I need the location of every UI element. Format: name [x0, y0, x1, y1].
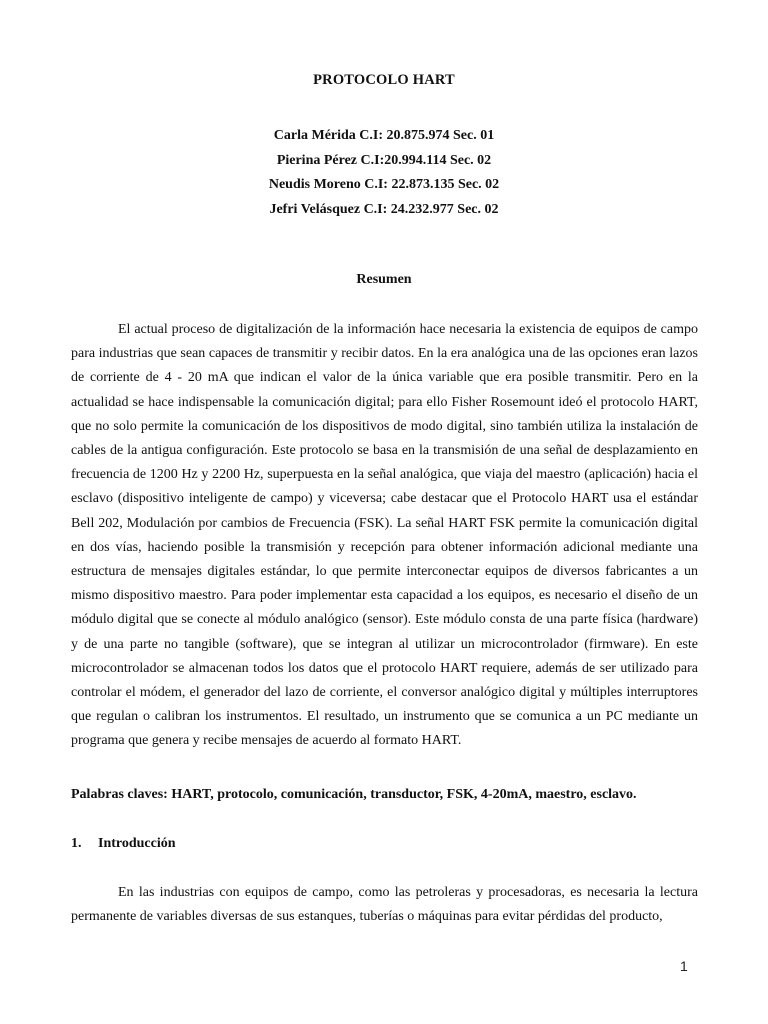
author-line: Carla Mérida C.I: 20.875.974 Sec. 01 [273, 128, 495, 143]
author-line: Pierina Pérez C.I:20.994.114 Sec. 02 [276, 152, 492, 168]
section-heading-introduction [71, 836, 176, 852]
section-number: 1. [71, 836, 82, 851]
abstract-paragraph: El actual proceso de digitalización de la información hace necesaria la existencia de equipos de campo para industrias que sean capaces de transmitir y recibir datos. En la era analógica una de las opciones eran lazos de corriente de 4 - 20 mA que indican el valor de la única variable que era posible transmitir. Pero en la actualidad se hace indispensable la comunicación digital; para ello Fisher Rosemount ideó el protocolo HART, que no solo permite la comunicación de los dispositivos de modo digital, sino también utiliza la instalación de cables de la antigua configuración. Este protocolo se basa en la transmisión de una señal de desplazamiento en frecuencia de 1200 Hz y 2200 Hz, superpuesta en la señal analógica, que viaja del maestro (aplicación) hacia el esclavo (dispositivo inteligente de campo) y viceversa; cabe destacar que el Protocolo HART usa el estándar Bell 202, Modulación por cambios de Frecuencia (FSK). La señal HART FSK permite la comunicación digital en dos vías, haciendo posible la transmisión y recepción para obtener información adicional mediante una estructura de mensajes digitales estándar, lo que permite interconectar equipos de diversos fabricantes a un mismo dispositivo maestro. Para poder implementar esta capacidad a los equipos, es necesario el diseño de un módulo digital que se conecte al módulo analógico (sensor). Este módulo consta de una parte física (hardware) y de una parte no tangible (software), que se integran al utilizar un microcontrolador (firmware). En este microcontrolador se almacenan todos los datos que el protocolo HART requiere, además de ser utilizado para controlar el módem, el generador del lazo de corriente, el conversor analógico digital y múltiples interruptores que regulan o calibran los instrumentos. El resultado, un instrumento que se comunica a un PC mediante un programa que genera y recibe mensajes de acuerdo al formato HART. [71, 322, 698, 749]
author-list [0, 124, 768, 222]
author-line: Jefri Velásquez C.I: 24.232.977 Sec. 02 [269, 201, 499, 217]
document-title: PROTOCOLO HART [313, 72, 455, 88]
keywords-line: Palabras claves: HART, protocolo, comunicación, transductor, FSK, 4-20mA, maestro, esclavo. [71, 787, 637, 802]
author-line: Neudis Moreno C.I: 22.873.135 Sec. 02 [268, 177, 500, 192]
introduction-paragraph: En las industrias con equipos de campo, como las petroleras y procesadoras, es necesaria la lectura permanente de variables diversas de sus estanques, tuberías o máquinas para evitar pérdidas del producto, [71, 885, 698, 925]
section-title: Introducción [98, 836, 176, 851]
abstract-heading: Resumen [356, 272, 412, 287]
page-number: 1 [680, 958, 688, 974]
